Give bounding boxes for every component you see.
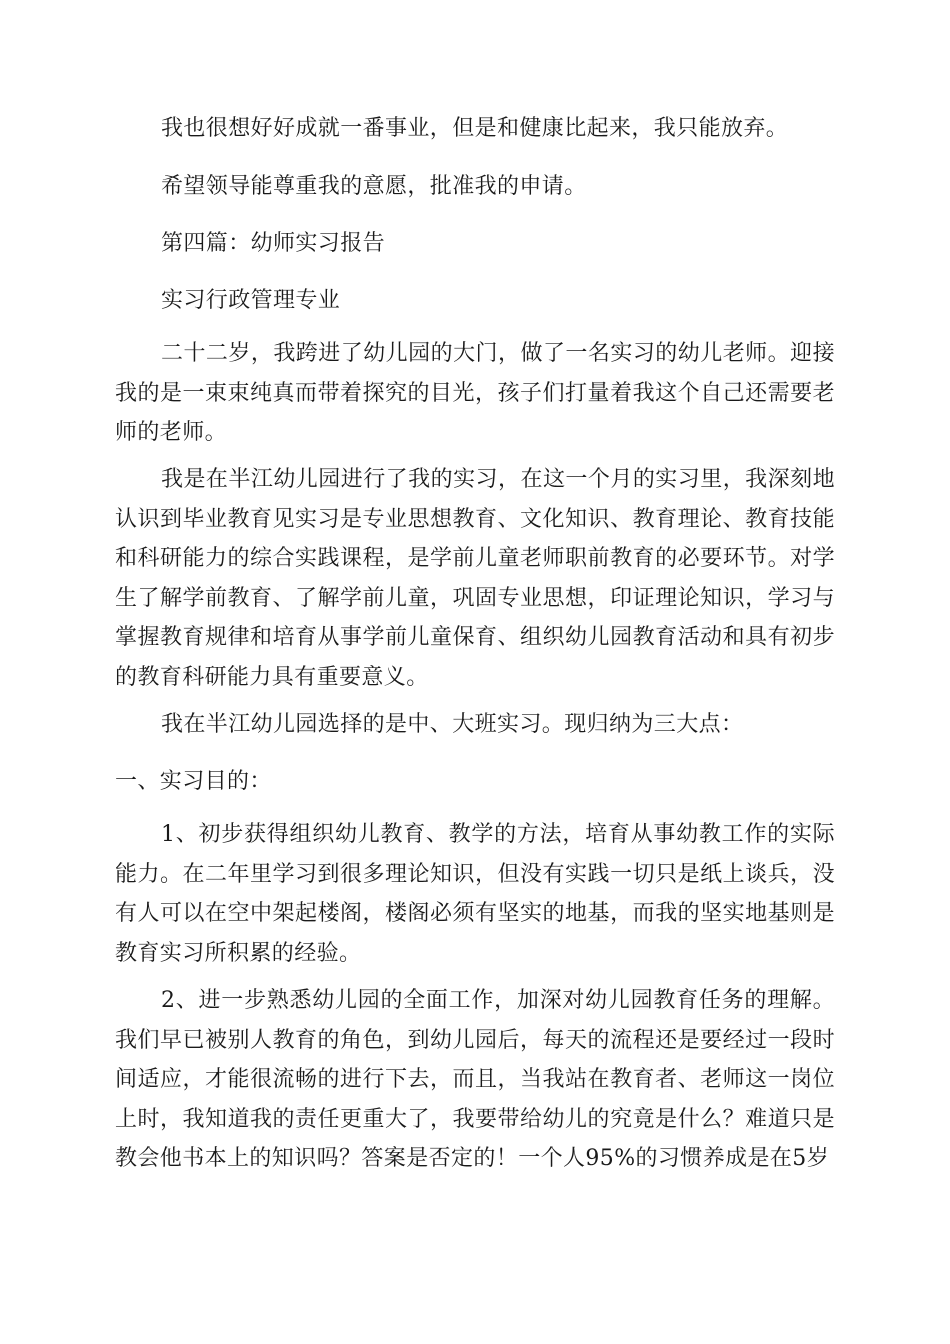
subtitle-major: 实习行政管理专业 — [161, 288, 341, 313]
paragraph-resignation-career: 我也很想好好成就一番事业，但是和健康比起来，我只能放弃。 — [161, 116, 789, 141]
paragraph-internship-overview: 我是在半江幼儿园进行了我的实习，在这一个月的实习里，我深刻地认识到毕业教育见实习是专业思想教育、文化知识、教育理论、教育技能和科研能力的综合实践课程，是学前儿童老师职前教育的必要环节。对学生了解学前教育、了解学前儿童，巩固专业思想，印证理论知识，学习与掌握教育规律和培育从事学前儿童保育、组织幼儿园教育活动和具有初步的教育科研能力具有重要意义。 — [115, 467, 835, 690]
paragraph-class-selection: 我在半江幼儿园选择的是中、大班实习。现归纳为三大点： — [161, 712, 744, 737]
paragraph-purpose-2: 2、进一步熟悉幼儿园的全面工作，加深对幼儿园教育任务的理解。我们早已被别人教育的角色，到幼儿园后，每天的流程还是要经过一段时间适应，才能很流畅的进行下去，而且，当我站在教育者、老师这一岗位上时，我知道我的责任更重大了，我要带给幼儿的究竟是什么？难道只是教会他书本上的知识吗？答案是否定的！一个人95%的习惯养成是在5岁 — [115, 988, 835, 1171]
paragraph-intro: 二十二岁，我跨进了幼儿园的大门，做了一名实习的幼儿老师。迎接我的是一束束纯真而带着探究的目光，孩子们打量着我这个自己还需要老师的老师。 — [115, 341, 835, 445]
heading-internship-purpose: 一、实习目的： — [115, 769, 272, 794]
paragraph-purpose-1: 1、初步获得组织幼儿教育、教学的方法，培育从事幼教工作的实际能力。在二年里学习到很多理论知识，但没有实践一切只是纸上谈兵，没有人可以在空中架起楼阁，楼阁必须有坚实的地基，而我的坚实地基则是教育实习所积累的经验。 — [115, 822, 835, 966]
paragraph-resignation-request: 希望领导能尊重我的意愿，批准我的申请。 — [161, 174, 587, 199]
section-title: 第四篇：幼师实习报告 — [161, 231, 386, 256]
